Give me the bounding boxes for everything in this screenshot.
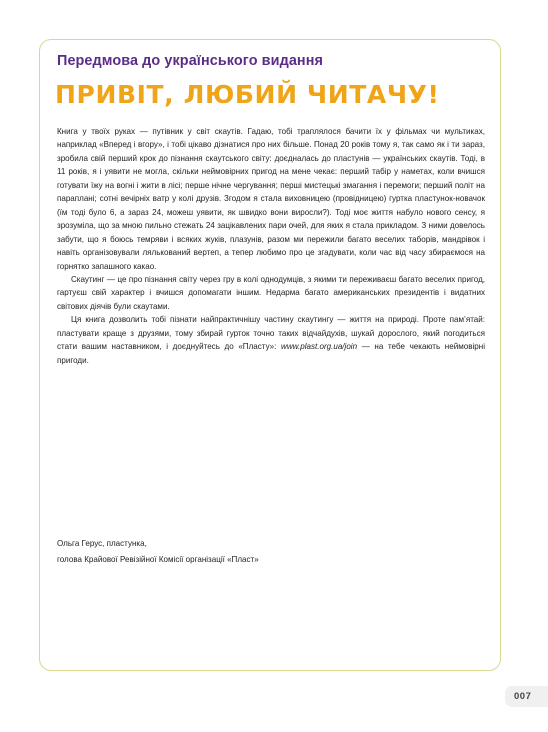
signature-name: Ольга Герус, пластунка, <box>57 539 147 548</box>
paragraph-1: Книга у твоїх руках — путівник у світ скаутів. Гадаю, тобі траплялося бачити їх у фільмах чи мультиках, наприклад «Вперед і вгору», і тобі цікаво дізнатися про них більше. Понад 20 років тому я, так само як і ти зараз, зробила свій перший крок до пізнання скаутського світу: доєдналась до пластунів — українських скаутів. Тоді, в 11 років, я і уявити не могла, скільки неймовірних пригод на мене чекає: перший табір у наметах, коли вчишся готувати їжу на вогні і жити в лісі; перше нічне чергування; перші мистецькі змагання і перемоги; перший політ на параплані; сотні вечірніх ватр у колі друзів. Згодом я стала виховницею (провідницею) гуртка пластунок-новачок (їм тоді було 6, а зараз 24, можеш уявити, як швидко вони виросли?). Тоді моє життя набуло нового сенсу, я зрозуміла, що за мною пильно стежать 24 зацікавлених пари очей, для яких я стала прикладом. З ними довелось забути, що я боюсь темряви і всяких жуків, плазунів, разом ми пережили багато веселих таборів, мандрівок і навіть організовували лялькований вертеп, а тепер любимо про це згадувати, коли час від часу збираємося на горнятко запашного какао. <box>57 127 485 271</box>
section-subtitle: Передмова до українського видання <box>57 53 323 69</box>
page-number: 007 <box>514 691 532 702</box>
paragraph-3-text: Ця книга дозволить тобі пізнати найпрактичнішу частину скаутингу — життя на природі. Проте пам’ятай: пластувати краще з друзями, тому збирай гурток точно таких відчайдухів, шукай дорослого, який погодиться стати вашим наставником, і доєднуйтесь до «Пласту»: <box>57 315 485 352</box>
paragraph-3 <box>57 313 485 367</box>
page-title: ПРИВІТ, ЛЮБИЙ ЧИТАЧУ! <box>55 80 440 109</box>
paragraph-2: Скаутинг — це про пізнання світу через гру в колі однодумців, з якими ти переживаєш багато веселих пригод, гартуєш свій характер і вчишся допомагати іншим. Недарма багато американських президентів і видатних світових діячів були скаутами. <box>57 274 485 311</box>
paragraph-3-ending: — на тебе чекають неймовірні пригоди. <box>57 342 485 365</box>
body-text <box>57 125 485 367</box>
signature-position: голова Крайової Ревізійної Комісії організації «Пласт» <box>57 555 259 564</box>
signature-block <box>57 536 477 568</box>
plast-join-link[interactable]: www.plast.org.ua/join <box>281 342 358 352</box>
